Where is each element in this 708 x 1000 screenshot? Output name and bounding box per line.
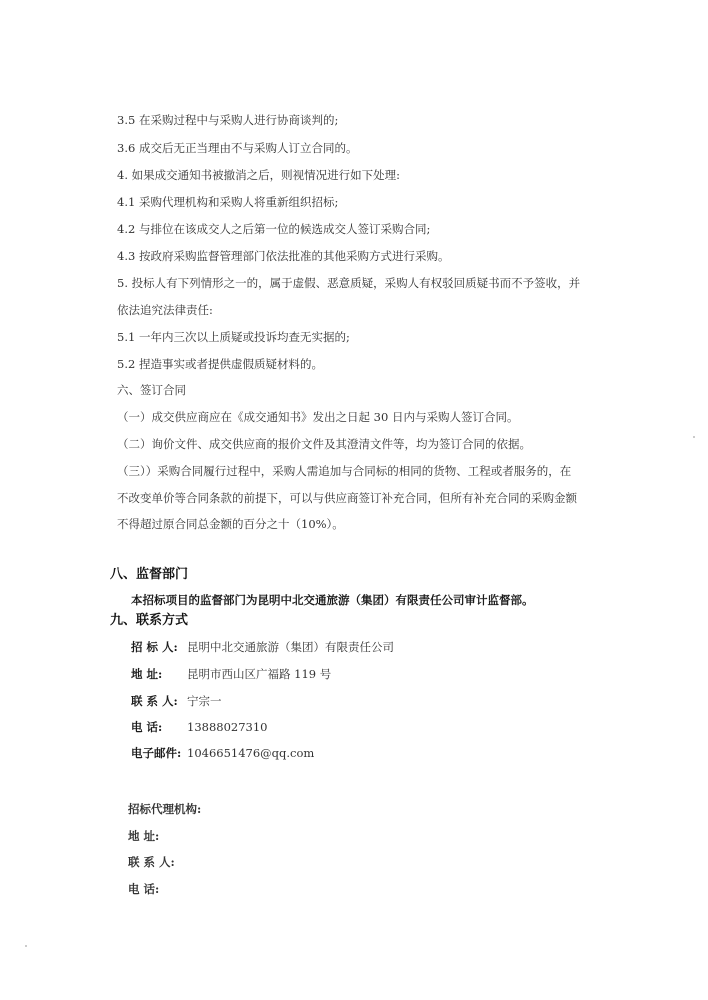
contact-phone <box>131 719 267 735</box>
supervision-text: 本招标项目的监督部门为昆明中北交通旅游（集团）有限责任公司审计监督部。 <box>131 593 534 607</box>
section-9-heading: 九、联系方式 <box>110 613 189 628</box>
contact-value: 昆明中北交通旅游（集团）有限责任公司 <box>187 640 394 654</box>
contact-label: 招 标 人: <box>131 640 178 654</box>
clause-5: 5. 投标人有下列情形之一的，属于虚假、恶意质疑，采购人有权驳回质疑书而不予签收，并 <box>117 276 581 290</box>
agency-address-label: 地 址: <box>128 829 160 843</box>
contact-value: 1046651476@qq.com <box>187 746 315 760</box>
section-8-heading: 八、监督部门 <box>110 567 189 582</box>
contact-value: 昆明市西山区广福路 119 号 <box>187 667 332 681</box>
scan-speck <box>25 945 27 947</box>
contract-item-3-cont-2: 不得超过原合同总金额的百分之十（10%）。 <box>117 517 344 531</box>
clause-5-2: 5.2 捏造事实或者提供虚假质疑材料的。 <box>117 357 323 371</box>
agency-title: 招标代理机构: <box>128 802 202 816</box>
contract-item-1: （一）成交供应商应在《成交通知书》发出之日起 30 日内与采购人签订合同。 <box>117 410 519 424</box>
agency-phone-label: 电 话: <box>128 882 160 896</box>
contact-value: 13888027310 <box>187 720 268 734</box>
contact-tenderer <box>131 639 394 655</box>
clause-5-1: 5.1 一年内三次以上质疑或投诉均查无实据的; <box>117 330 350 344</box>
contract-item-3-cont-1: 不改变单价等合同条款的前提下，可以与供应商签订补充合同，但所有补充合同的采购金额 <box>117 491 577 505</box>
contact-value: 宁宗一 <box>187 694 222 708</box>
contract-item-2: （二）询价文件、成交供应商的报价文件及其澄清文件等，均为签订合同的依据。 <box>117 437 531 451</box>
clause-4: 4. 如果成交通知书被撤消之后，则视情况进行如下处理: <box>117 168 400 182</box>
contact-person <box>131 693 222 709</box>
agency-contact-label: 联 系 人: <box>128 855 175 869</box>
clause-3-5: 3.5 在采购过程中与采购人进行协商谈判的; <box>117 113 339 127</box>
clause-4-3: 4.3 按政府采购监督管理部门依法批准的其他采购方式进行采购。 <box>117 249 450 263</box>
section-6-title: 六、签订合同 <box>117 383 186 397</box>
clause-3-6: 3.6 成交后无正当理由不与采购人订立合同的。 <box>117 141 358 155</box>
clause-4-1: 4.1 采购代理机构和采购人将重新组织招标; <box>117 195 339 209</box>
contact-email <box>131 745 314 761</box>
contact-label: 联 系 人: <box>131 694 178 708</box>
contract-item-3: （三））采购合同履行过程中，采购人需追加与合同标的相同的货物、工程或者服务的，在 <box>117 464 572 478</box>
clause-5-cont: 依法追究法律责任: <box>117 303 213 317</box>
contact-label: 电子邮件: <box>131 746 182 760</box>
contact-label: 地 址: <box>131 667 163 681</box>
contact-label: 电 话: <box>131 720 163 734</box>
contact-address <box>131 666 331 682</box>
scan-speck <box>693 436 695 438</box>
clause-4-2: 4.2 与排位在该成交人之后第一位的候选成交人签订采购合同; <box>117 222 431 236</box>
